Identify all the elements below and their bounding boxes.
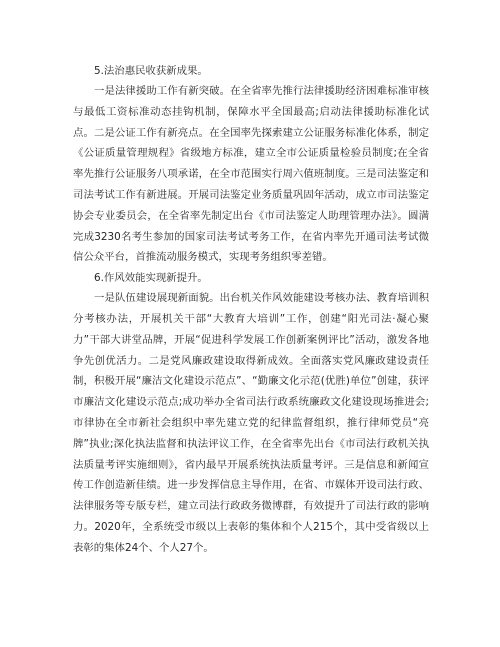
- document-content: [73, 61, 429, 559]
- section-6-heading: 6.作风效能实现新提升。: [94, 272, 208, 285]
- section-5-heading: 5.法治惠民收获新成果。: [94, 65, 208, 77]
- section-5-body: 一是法律援助工作有新突破。在全省率先推行法律援助经济困难标准审核与最低工资标准动态挂钩机制，保障水平全国最高;启动法律援助标准化试点。二是公证工作有新亮点。在全国率先探索建立公证服务标准化体系，制定《公证质量管理规程》省级地方标准，建立全市公证质量检验员制度;在全省率先推行公证服务八项承诺，在全市范围实行周六值班制度。三是司法鉴定和司法考试工作有新进展。开展司法鉴定业务质量巩固年活动，成立市司法鉴定协会专业委员会，在全省率先制定出台《市司法鉴定人助理管理办法》。圆满完成3230名考生参加的国家司法考试考务工作，在省内率先开通司法考试微信公众平台，首推流动服务模式，实现考务组织零差错。: [73, 85, 429, 264]
- section-6-body: 一是队伍建设展现新面貌。出台机关作风效能建设考核办法、教育培训积分考核办法，开展机关干部“大教育大培训”工作，创建“阳光司法·凝心聚力”干部大讲堂品牌，开展“促进科学发展工作创新案例评比”活动，激发各地争先创优活力。二是党风廉政建设取得新成效。全面落实党风廉政建设责任制，积极开展“廉洁文化建设示范点”、“勤廉文化示范(优胜)单位”创建，获评市廉洁文化建设示范点;成功举办全省司法行政系统廉政文化建设现场推进会;市律协在全市新社会组织中率先建立党的纪律监督组织，推行律师党员“亮牌”执业;深化执法监督和执法评议工作，在全省率先出台《市司法行政机关执法质量考评实施细则》，省内最早开展系统执法质量考评。三是信息和新闻宣传工作创造新佳绩。进一步发挥信息主导作用，在省、市媒体开设司法行政、法律服务等专版专栏，建立司法行政政务微博群，有效提升了司法行政的影响力。2020年，全系统受市级以上表彰的集体和个人215个，其中受省级以上表彰的集体24个、个人27个。: [73, 292, 429, 554]
